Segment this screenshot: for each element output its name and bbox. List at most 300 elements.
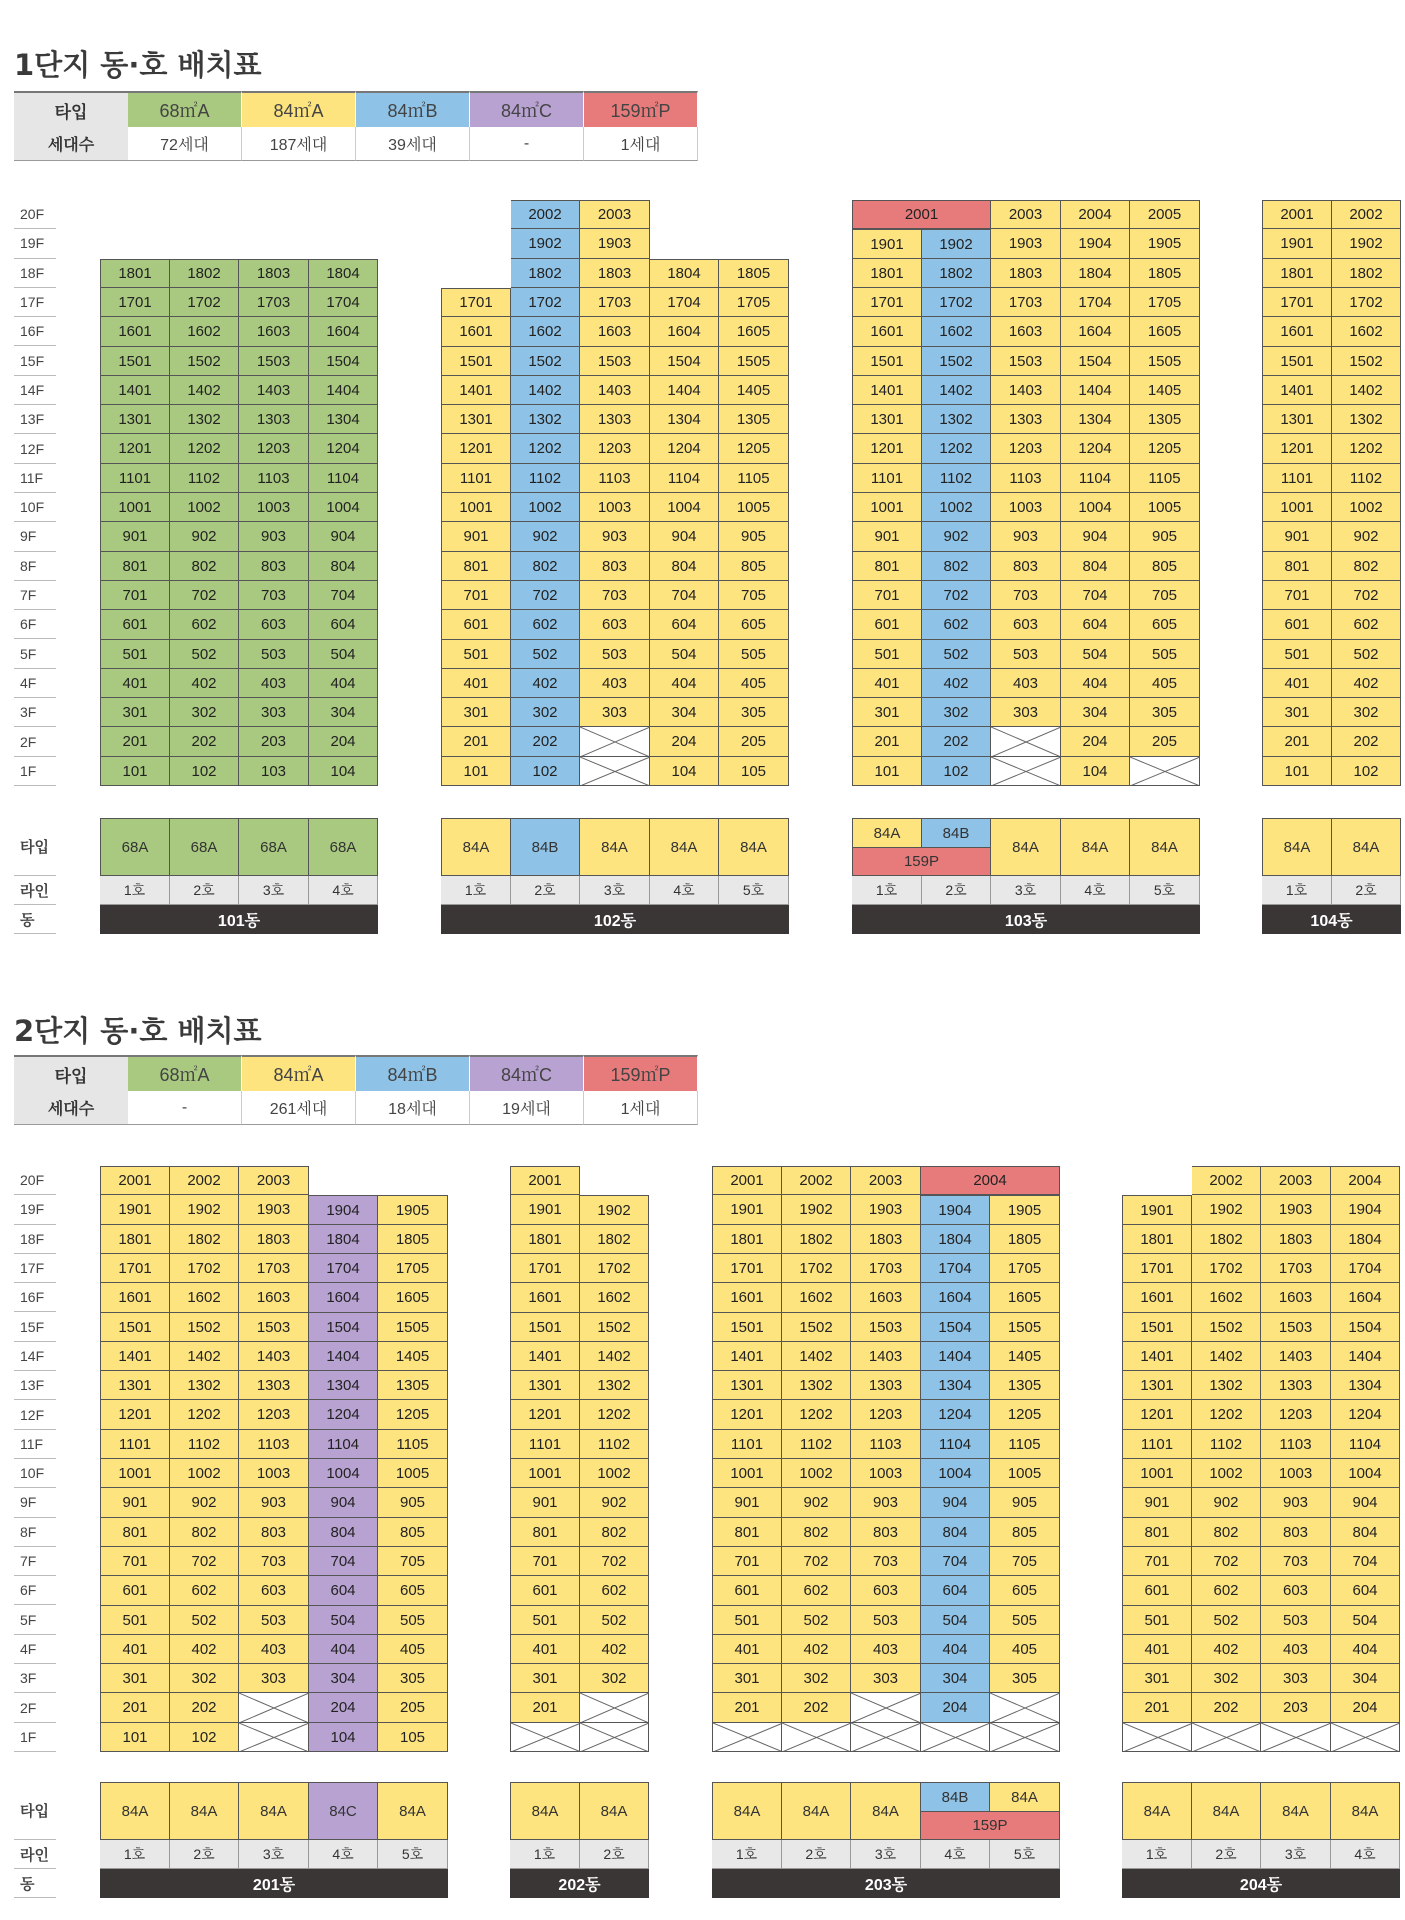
unit-cell: 1101 <box>852 464 922 493</box>
unit-cell: 502 <box>922 640 991 669</box>
unit-cell: 604 <box>1331 1576 1400 1606</box>
type-row-label: 타입 <box>14 1782 56 1840</box>
floor-label: 2F <box>14 727 56 756</box>
unit-cell: 805 <box>1130 552 1200 581</box>
unit-cell: 303 <box>239 1664 309 1693</box>
unit-cell: 1902 <box>580 1195 649 1225</box>
unit-cell: 1403 <box>239 1342 309 1371</box>
line-label: 2호 <box>511 876 580 905</box>
unit-cell: 1502 <box>511 347 580 376</box>
unit-cell: 902 <box>782 1488 851 1518</box>
line-label: 4호 <box>309 876 378 905</box>
unit-cell: 1204 <box>650 434 719 464</box>
unit-cell: 1702 <box>782 1254 851 1283</box>
unit-cell: 703 <box>851 1547 921 1576</box>
unit-cell: 501 <box>100 640 170 669</box>
unit-cell: 1104 <box>650 464 719 493</box>
unit-cell: 1804 <box>309 259 378 288</box>
unit-cell: 601 <box>852 610 922 640</box>
unit-cell: 701 <box>1122 1547 1192 1576</box>
unit-cell: 602 <box>782 1576 851 1606</box>
floor-label: 7F <box>14 1547 56 1576</box>
unit-cell: 1203 <box>239 434 309 464</box>
type-cell-68A: 68A <box>239 818 309 876</box>
unit-cell: 1604 <box>921 1283 990 1313</box>
empty-unit <box>1122 1723 1192 1752</box>
unit-cell: 502 <box>580 1606 649 1635</box>
unit-cell: 1302 <box>922 405 991 434</box>
unit-cell: 404 <box>1061 669 1130 698</box>
floor-label: 8F <box>14 1518 56 1547</box>
unit-cell: 1304 <box>921 1371 990 1400</box>
unit-cell: 1902 <box>1192 1195 1261 1225</box>
unit-cell: 401 <box>441 669 511 698</box>
unit-cell: 605 <box>990 1576 1060 1606</box>
unit-cell: 904 <box>921 1488 990 1518</box>
unit-cell: 1403 <box>239 376 309 405</box>
unit-cell: 602 <box>1332 610 1401 640</box>
legend-type-84A: 84㎡A <box>242 1055 356 1091</box>
unit-cell: 204 <box>309 1693 378 1723</box>
unit-cell: 1205 <box>378 1400 448 1430</box>
floor-label: 12F <box>14 434 56 463</box>
unit-cell: 502 <box>1192 1606 1261 1635</box>
unit-cell: 1803 <box>991 259 1061 288</box>
unit-cell: 601 <box>712 1576 782 1606</box>
unit-cell: 1103 <box>1261 1430 1331 1459</box>
unit-cell: 601 <box>441 610 511 640</box>
legend-type-84B: 84㎡B <box>356 1055 470 1091</box>
unit-cell: 901 <box>1122 1488 1192 1518</box>
unit-cell: 1504 <box>650 347 719 376</box>
unit-cell: 1304 <box>309 1371 378 1400</box>
unit-cell: 702 <box>170 581 239 610</box>
unit-cell: 702 <box>170 1547 239 1576</box>
floor-label: 14F <box>14 1342 56 1371</box>
unit-cell: 1702 <box>580 1254 649 1283</box>
unit-cell: 1001 <box>712 1459 782 1488</box>
dong-label: 201동 <box>100 1869 448 1898</box>
type-cell-84A: 84A <box>580 1782 649 1840</box>
unit-cell: 1401 <box>1122 1342 1192 1371</box>
unit-cell: 1002 <box>1192 1459 1261 1488</box>
line-label: 5호 <box>378 1840 448 1869</box>
type-cell-84A: 84A <box>1261 1782 1331 1840</box>
unit-cell: 102 <box>170 757 239 786</box>
unit-cell: 1502 <box>1192 1313 1261 1342</box>
unit-cell: 1003 <box>851 1459 921 1488</box>
floor-label: 8F <box>14 552 56 581</box>
unit-cell: 1601 <box>510 1283 580 1313</box>
empty-unit <box>580 1723 649 1752</box>
unit-cell: 1103 <box>851 1430 921 1459</box>
legend-count-header: 세대수 <box>14 1091 128 1125</box>
floor-label: 20F <box>14 1166 56 1195</box>
unit-cell: 703 <box>580 581 650 610</box>
unit-cell: 201 <box>1122 1693 1192 1723</box>
unit-cell: 1102 <box>1332 464 1401 493</box>
floor-label: 6F <box>14 610 56 639</box>
unit-cell: 304 <box>309 698 378 727</box>
legend-count-159P: 1세대 <box>584 127 698 161</box>
unit-cell: 403 <box>239 1635 309 1664</box>
unit-cell: 1802 <box>170 1225 239 1254</box>
unit-cell: 404 <box>1331 1635 1400 1664</box>
empty-unit <box>990 1693 1060 1723</box>
unit-cell: 701 <box>100 1547 170 1576</box>
unit-cell: 1001 <box>510 1459 580 1488</box>
line-label: 1호 <box>441 876 511 905</box>
unit-cell: 1303 <box>239 405 309 434</box>
line-label: 2호 <box>922 876 991 905</box>
unit-cell: 1004 <box>309 1459 378 1488</box>
type-cell-84A: 84A <box>851 1782 921 1840</box>
type-cell-159P: 159P <box>921 1811 1060 1840</box>
empty-unit <box>851 1723 921 1752</box>
unit-cell: 2001 <box>712 1166 782 1195</box>
unit-cell: 1405 <box>719 376 789 405</box>
unit-cell: 1902 <box>922 229 991 259</box>
unit-cell: 1701 <box>852 288 922 317</box>
line-label: 3호 <box>991 876 1061 905</box>
dong-label: 103동 <box>852 905 1200 934</box>
unit-cell: 1101 <box>100 464 170 493</box>
unit-cell: 502 <box>1332 640 1401 669</box>
empty-unit <box>990 1723 1060 1752</box>
unit-cell: 1101 <box>510 1430 580 1459</box>
unit-cell: 1202 <box>922 434 991 464</box>
unit-cell: 602 <box>1192 1576 1261 1606</box>
floor-label: 3F <box>14 1664 56 1693</box>
unit-cell: 1401 <box>100 376 170 405</box>
unit-cell: 1704 <box>650 288 719 317</box>
unit-cell: 1503 <box>991 347 1061 376</box>
type-cell-84A: 84A <box>1130 818 1200 876</box>
unit-cell: 2002 <box>511 200 580 229</box>
unit-cell: 102 <box>922 757 991 786</box>
unit-cell: 1803 <box>1261 1225 1331 1254</box>
unit-cell: 1805 <box>378 1225 448 1254</box>
unit-cell: 1404 <box>921 1342 990 1371</box>
unit-cell: 1402 <box>922 376 991 405</box>
unit-cell: 702 <box>1332 581 1401 610</box>
unit-cell: 1603 <box>239 1283 309 1313</box>
unit-cell: 705 <box>719 581 789 610</box>
unit-cell: 1702 <box>170 1254 239 1283</box>
unit-cell: 1201 <box>1262 434 1332 464</box>
unit-cell: 1004 <box>309 493 378 522</box>
legend-type-159P: 159㎡P <box>584 1055 698 1091</box>
unit-cell: 305 <box>378 1664 448 1693</box>
type-cell-84A: 84A <box>991 818 1061 876</box>
legend-type-68A: 68㎡A <box>128 91 242 127</box>
unit-cell: 1303 <box>991 405 1061 434</box>
unit-cell: 904 <box>650 522 719 552</box>
unit-cell: 1504 <box>1061 347 1130 376</box>
unit-cell: 501 <box>510 1606 580 1635</box>
unit-cell: 501 <box>712 1606 782 1635</box>
unit-cell: 1204 <box>921 1400 990 1430</box>
unit-cell: 602 <box>511 610 580 640</box>
unit-cell: 1104 <box>309 464 378 493</box>
unit-cell: 1704 <box>921 1254 990 1283</box>
unit-cell: 704 <box>650 581 719 610</box>
unit-cell: 401 <box>1262 669 1332 698</box>
unit-cell: 1601 <box>441 317 511 347</box>
unit-cell: 801 <box>100 1518 170 1547</box>
unit-cell: 1002 <box>511 493 580 522</box>
unit-cell: 504 <box>1331 1606 1400 1635</box>
unit-cell: 202 <box>511 727 580 757</box>
unit-cell: 1702 <box>170 288 239 317</box>
unit-cell: 1002 <box>170 1459 239 1488</box>
unit-cell: 2001 <box>100 1166 170 1195</box>
unit-cell: 503 <box>991 640 1061 669</box>
unit-cell: 1501 <box>510 1313 580 1342</box>
unit-cell: 1305 <box>990 1371 1060 1400</box>
unit-cell: 201 <box>712 1693 782 1723</box>
floor-label: 7F <box>14 581 56 610</box>
unit-cell: 1904 <box>1331 1195 1400 1225</box>
type-cell-84A: 84A <box>1192 1782 1261 1840</box>
unit-cell: 202 <box>1332 727 1401 757</box>
unit-cell: 1801 <box>100 259 170 288</box>
unit-cell: 602 <box>580 1576 649 1606</box>
line-label: 1호 <box>852 876 922 905</box>
unit-cell: 1103 <box>580 464 650 493</box>
unit-cell: 1105 <box>990 1430 1060 1459</box>
unit-cell: 1801 <box>852 259 922 288</box>
unit-cell: 1202 <box>170 434 239 464</box>
unit-cell: 1402 <box>1192 1342 1261 1371</box>
unit-cell: 502 <box>511 640 580 669</box>
type-cell-84A: 84A <box>1331 1782 1400 1840</box>
type-cell-84A: 84A <box>510 1782 580 1840</box>
unit-cell: 1704 <box>309 1254 378 1283</box>
unit-cell: 1205 <box>719 434 789 464</box>
unit-cell: 402 <box>1332 669 1401 698</box>
type-cell-68A: 68A <box>100 818 170 876</box>
unit-cell: 1201 <box>100 1400 170 1430</box>
floor-label: 13F <box>14 405 56 434</box>
unit-cell: 1902 <box>170 1195 239 1225</box>
unit-cell: 303 <box>1261 1664 1331 1693</box>
unit-cell: 1502 <box>1332 347 1401 376</box>
unit-cell: 501 <box>100 1606 170 1635</box>
unit-cell: 402 <box>511 669 580 698</box>
unit-cell: 901 <box>100 1488 170 1518</box>
unit-cell: 1403 <box>1261 1342 1331 1371</box>
line-label: 5호 <box>719 876 789 905</box>
unit-cell: 2004 <box>1061 200 1130 229</box>
unit-cell: 401 <box>100 669 170 698</box>
unit-cell: 902 <box>1332 522 1401 552</box>
unit-cell: 205 <box>719 727 789 757</box>
unit-cell: 605 <box>378 1576 448 1606</box>
unit-cell: 1702 <box>1332 288 1401 317</box>
unit-cell: 504 <box>650 640 719 669</box>
unit-cell: 704 <box>1331 1547 1400 1576</box>
unit-cell: 1103 <box>239 1430 309 1459</box>
unit-cell: 1804 <box>1061 259 1130 288</box>
unit-cell: 1901 <box>852 229 922 259</box>
floor-label: 5F <box>14 1606 56 1635</box>
unit-cell: 301 <box>712 1664 782 1693</box>
unit-cell: 502 <box>170 640 239 669</box>
unit-cell: 1003 <box>991 493 1061 522</box>
unit-cell: 1101 <box>1122 1430 1192 1459</box>
floor-label: 14F <box>14 376 56 405</box>
line-label: 3호 <box>1261 1840 1331 1869</box>
unit-cell: 505 <box>990 1606 1060 1635</box>
unit-cell: 1401 <box>852 376 922 405</box>
unit-cell: 1802 <box>170 259 239 288</box>
unit-cell: 1104 <box>309 1430 378 1459</box>
unit-cell: 504 <box>921 1606 990 1635</box>
unit-cell: 1301 <box>1122 1371 1192 1400</box>
line-label: 3호 <box>239 1840 309 1869</box>
line-label: 5호 <box>990 1840 1060 1869</box>
line-label: 4호 <box>309 1840 378 1869</box>
unit-cell: 1503 <box>1261 1313 1331 1342</box>
unit-cell: 1405 <box>1130 376 1200 405</box>
unit-cell: 1002 <box>580 1459 649 1488</box>
unit-cell: 402 <box>782 1635 851 1664</box>
unit-cell: 902 <box>1192 1488 1261 1518</box>
unit-cell: 501 <box>441 640 511 669</box>
unit-cell: 1403 <box>580 376 650 405</box>
dong-label: 204동 <box>1122 1869 1400 1898</box>
unit-cell: 402 <box>580 1635 649 1664</box>
type-cell-84A: 84A <box>1061 818 1130 876</box>
unit-cell: 603 <box>239 1576 309 1606</box>
unit-cell: 1202 <box>511 434 580 464</box>
unit-cell: 901 <box>1262 522 1332 552</box>
legend-type-84A: 84㎡A <box>242 91 356 127</box>
floor-label: 9F <box>14 1488 56 1517</box>
unit-cell: 1202 <box>170 1400 239 1430</box>
unit-cell: 1703 <box>851 1254 921 1283</box>
unit-cell: 1105 <box>1130 464 1200 493</box>
unit-cell: 302 <box>1332 698 1401 727</box>
unit-cell: 1702 <box>511 288 580 317</box>
unit-cell: 1102 <box>922 464 991 493</box>
type-cell-84A: 84A <box>1122 1782 1192 1840</box>
unit-cell: 202 <box>1192 1693 1261 1723</box>
unit-cell: 1102 <box>170 1430 239 1459</box>
unit-cell: 301 <box>100 1664 170 1693</box>
unit-cell: 403 <box>1261 1635 1331 1664</box>
unit-cell: 602 <box>922 610 991 640</box>
unit-cell: 1102 <box>782 1430 851 1459</box>
unit-cell: 804 <box>309 552 378 581</box>
unit-cell: 1405 <box>990 1342 1060 1371</box>
unit-cell: 1604 <box>309 317 378 347</box>
unit-cell: 1002 <box>1332 493 1401 522</box>
legend-count-84A: 187세대 <box>242 127 356 161</box>
unit-cell: 104 <box>309 757 378 786</box>
unit-cell: 1301 <box>852 405 922 434</box>
unit-cell: 1803 <box>580 259 650 288</box>
unit-cell: 801 <box>510 1518 580 1547</box>
line-label: 2호 <box>170 876 239 905</box>
unit-cell: 301 <box>852 698 922 727</box>
unit-cell: 1303 <box>1261 1371 1331 1400</box>
legend-count-84B: 39세대 <box>356 127 470 161</box>
unit-cell: 803 <box>1261 1518 1331 1547</box>
empty-unit <box>1130 757 1200 786</box>
type-cell-84A: 84A <box>782 1782 851 1840</box>
type-cell-84A: 84A <box>719 818 789 876</box>
dong-label: 101동 <box>100 905 378 934</box>
unit-cell: 1101 <box>441 464 511 493</box>
unit-cell: 1202 <box>1192 1400 1261 1430</box>
floor-label: 5F <box>14 640 56 669</box>
unit-cell: 402 <box>170 1635 239 1664</box>
unit-cell: 301 <box>1262 698 1332 727</box>
unit-cell: 1602 <box>170 317 239 347</box>
unit-cell: 1202 <box>580 1400 649 1430</box>
unit-cell: 1804 <box>650 259 719 288</box>
floor-label: 4F <box>14 669 56 698</box>
unit-cell: 605 <box>1130 610 1200 640</box>
unit-cell: 1203 <box>991 434 1061 464</box>
unit-cell: 1601 <box>852 317 922 347</box>
unit-cell: 1001 <box>852 493 922 522</box>
unit-cell: 602 <box>170 610 239 640</box>
unit-cell: 1505 <box>1130 347 1200 376</box>
penthouse-unit: 2004 <box>921 1166 1060 1195</box>
unit-cell: 1802 <box>782 1225 851 1254</box>
empty-unit <box>580 1693 649 1723</box>
type-cell-84A: 84A <box>378 1782 448 1840</box>
unit-cell: 703 <box>239 1547 309 1576</box>
unit-cell: 804 <box>650 552 719 581</box>
unit-cell: 1502 <box>782 1313 851 1342</box>
empty-unit <box>1192 1723 1261 1752</box>
unit-cell: 1201 <box>100 434 170 464</box>
dong-row-label: 동 <box>14 1869 56 1898</box>
unit-cell: 1701 <box>441 288 511 317</box>
unit-cell: 1703 <box>580 288 650 317</box>
unit-cell: 301 <box>441 698 511 727</box>
floor-label: 16F <box>14 317 56 346</box>
unit-cell: 102 <box>511 757 580 786</box>
unit-cell: 1805 <box>990 1225 1060 1254</box>
unit-cell: 1505 <box>719 347 789 376</box>
unit-cell: 1602 <box>1192 1283 1261 1313</box>
unit-cell: 503 <box>1261 1606 1331 1635</box>
type-cell-159P: 159P <box>852 847 991 876</box>
unit-cell: 1801 <box>1262 259 1332 288</box>
unit-cell: 302 <box>580 1664 649 1693</box>
unit-cell: 605 <box>719 610 789 640</box>
unit-cell: 1705 <box>719 288 789 317</box>
unit-cell: 304 <box>1331 1664 1400 1693</box>
unit-cell: 903 <box>580 522 650 552</box>
unit-cell: 1302 <box>1332 405 1401 434</box>
floor-label: 10F <box>14 1459 56 1488</box>
unit-cell: 1705 <box>990 1254 1060 1283</box>
unit-cell: 1701 <box>100 288 170 317</box>
unit-cell: 1003 <box>1261 1459 1331 1488</box>
type-cell-84A: 84A <box>580 818 650 876</box>
legend-count-159P: 1세대 <box>584 1091 698 1125</box>
unit-cell: 1501 <box>712 1313 782 1342</box>
unit-cell: 304 <box>650 698 719 727</box>
unit-cell: 1104 <box>1061 464 1130 493</box>
unit-cell: 1102 <box>170 464 239 493</box>
